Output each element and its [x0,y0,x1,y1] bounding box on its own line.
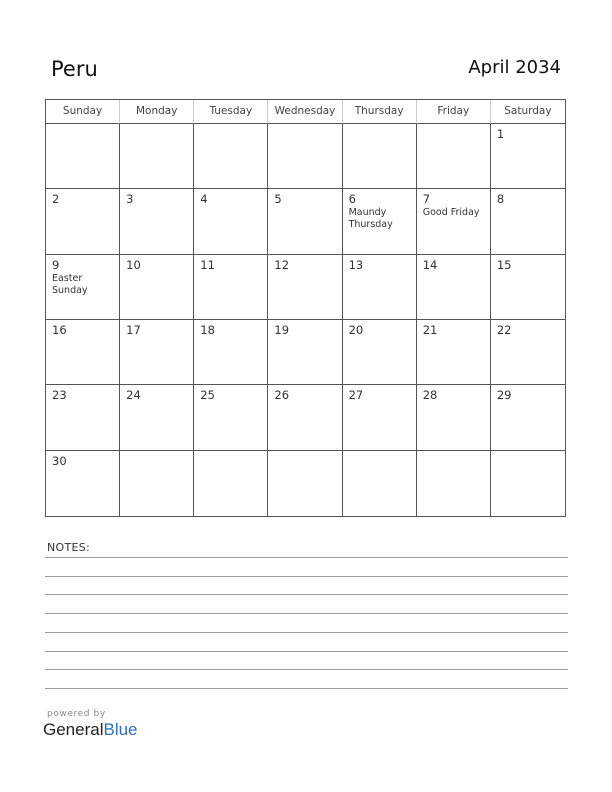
day-number: 14 [422,257,438,272]
day-number: 26 [274,388,290,403]
day-number: 30 [52,453,67,468]
notes-line [45,632,568,633]
day-cell [268,189,342,254]
weekday-monday: Monday [120,100,194,124]
day-cell [343,451,417,516]
day-cell [491,124,565,189]
day-cell [46,385,120,450]
day-number: 15 [496,257,512,272]
day-number: 8 [496,192,505,207]
brand-general: General [43,720,104,739]
day-number: 21 [422,323,438,337]
day-cell [268,255,342,320]
day-number: 4 [200,192,208,207]
notes-line [45,613,568,614]
day-cell [46,320,120,385]
notes-line [45,594,568,595]
day-number: 24 [126,388,141,403]
calendar-grid [45,99,566,517]
weekday-sunday: Sunday [46,100,120,124]
day-cell [491,451,565,516]
day-number: 12 [274,257,290,272]
day-cell [268,385,342,450]
notes-line [45,557,568,558]
day-number: 1 [496,127,505,141]
day-cell [46,189,120,254]
day-cell [120,320,194,385]
notes-line [45,576,568,577]
day-number: 18 [200,323,215,337]
weekday-thursday: Thursday [343,100,417,124]
weekday-tuesday: Tuesday [194,100,268,124]
day-number: 7 [422,192,431,207]
day-cell [417,124,491,189]
day-cell [343,255,417,320]
day-number: 19 [274,323,290,337]
brand-blue: Blue [103,720,138,739]
day-number: 29 [496,388,512,403]
day-number: 10 [126,257,141,272]
day-cell [417,189,491,254]
day-cell [120,189,194,254]
generalblue-logo [43,720,138,740]
month-title: April 2034 [468,57,561,78]
day-cell [194,451,268,516]
country-title: Peru [51,57,98,81]
notes-label: NOTES: [47,541,91,554]
notes-line [45,669,568,670]
day-number: 11 [200,257,215,272]
day-cell [120,451,194,516]
holiday-label: Easter Sunday [52,272,88,296]
day-cell [343,320,417,385]
day-cell [194,189,268,254]
day-cell [417,451,491,516]
day-cell [343,124,417,189]
day-number: 2 [52,192,60,207]
day-number: 28 [422,388,438,403]
day-cell [46,255,120,320]
holiday-label: Good Friday [422,207,480,219]
weekday-saturday: Saturday [491,100,565,124]
day-cell [268,451,342,516]
day-cell [120,124,194,189]
day-cell [417,255,491,320]
day-number: 27 [348,388,364,403]
notes-line [45,651,568,652]
day-number: 22 [496,323,512,337]
day-cell [491,320,565,385]
day-cell [46,124,120,189]
day-cell [417,385,491,450]
day-cell [194,255,268,320]
day-number: 5 [274,192,282,207]
day-cell [194,320,268,385]
weekday-friday: Friday [417,100,491,124]
day-number: 23 [52,388,67,403]
day-cell [491,385,565,450]
day-cell [120,385,194,450]
powered-by-text: powered by [47,709,106,719]
holiday-label: Maundy Thursday [348,207,393,231]
day-number: 9 [52,257,60,272]
day-cell [491,189,565,254]
day-number: 16 [52,323,67,337]
day-cell [46,451,120,516]
notes-line [45,688,568,689]
day-number: 3 [126,192,134,207]
day-cell [268,320,342,385]
day-number: 13 [348,257,364,272]
day-cell [417,320,491,385]
day-cell [491,255,565,320]
day-number: 25 [200,388,215,403]
day-cell [268,124,342,189]
day-cell [343,189,417,254]
day-number: 6 [348,192,356,207]
weekday-wednesday: Wednesday [268,100,342,124]
day-cell [343,385,417,450]
day-cell [120,255,194,320]
day-cell [194,385,268,450]
day-number: 17 [126,323,141,337]
day-cell [194,124,268,189]
day-number: 20 [348,323,364,337]
